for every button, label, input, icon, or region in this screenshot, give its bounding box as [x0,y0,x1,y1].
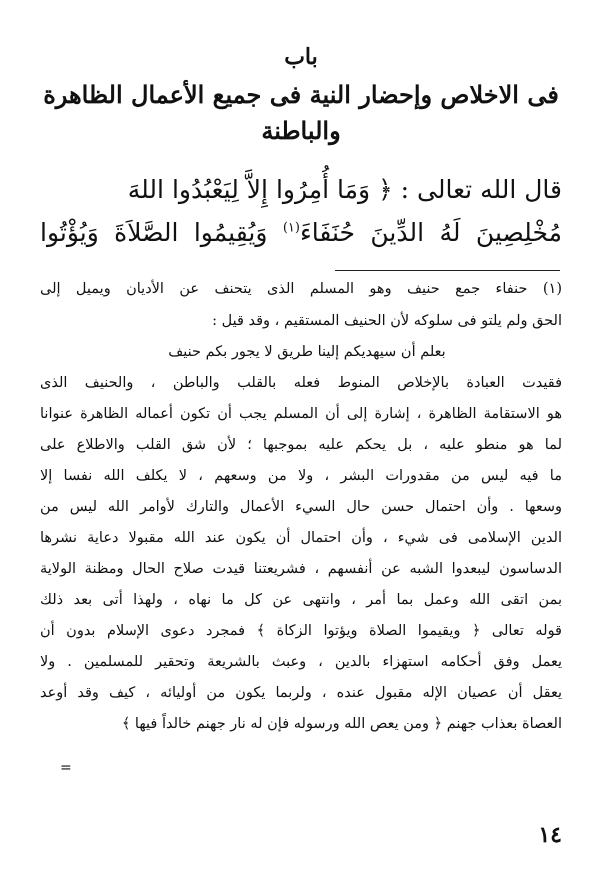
page-number: ١٤ [538,822,562,848]
footnote-line: لما هو منطو عليه ، بل يحكم عليه بموجبها ؛ لأن شق القلب والاطلاع على [40,437,562,453]
footnote-line: فقيدت العبادة بالإخلاص المنوط فعله بالقلب والباطن ، والحنيف الذى [40,375,562,391]
footnote-line: بمن اتقى الله وعمل بما أمر ، وانتهى عن كل ما نهاه ، ولهذا أتى بعد ذلك [40,592,562,608]
footnote-line: يعقل أن عصيان الإله مقبول عنده ، ولربما يكون من أوليائه ، كيف وقد أوعد [40,685,562,701]
footnote-line: الدساسون ليبعدوا الشبه عن أنفسهم ، فشريعتنا قيدت صلاح الحال ومظنة الولاية [40,561,562,577]
chapter-label: باب [284,44,318,70]
quran-verse-line-2 [40,218,562,248]
footnote-line: قوله تعالى ﴿ ويقيموا الصلاة ويؤتوا الزكاة ﴾ فمجرد دعوى الإسلام بدون أن [40,623,562,639]
verse-text-b: وَيُقِيمُوا الصَّلاَةَ وَيُؤْتُوا [40,218,283,247]
footnote-line: هو الاستقامة الظاهرة ، إشارة إلى أن المسلم يجب أن تكون أعماله الظاهرة عنوانا [40,406,562,422]
footnote-line: الدين الإسلامى فى شيء ، وأن احتمال أن يكون عند الله مقبولا دعاية نشرها [40,530,562,546]
footnote-reference: (١) [282,220,300,236]
footnote-line: الحق ولم يلتو فى سلوكه لأن الحنيف المستقيم ، وقد قيل : [212,313,562,329]
footnote-poetry-line: بعلم أن سيهديكم إلينا طريق لا يجور بكم حنيف [168,344,446,360]
quran-verse-line-1: قال الله تعالى : ﴿ وَمَا أُمِرُوا إِلاَّ لِيَعْبُدُوا اللهَ [127,175,562,204]
footnote-line: يعمل وفق أحكامه استهزاء بالدين ، وعبث بالشريعة وتحقير للمسلمين . ولا [40,654,562,670]
chapter-title-line-1: فى الاخلاص وإحضار النية فى جميع الأعمال الظاهرة [43,80,559,109]
continuation-mark: = [60,760,72,776]
footnote-line: وسعها . وأن احتمال حسن حال السيء الأعمال والتارك لأوامر الله ليس من [40,499,562,515]
footnote-line: (١) حنفاء جمع حنيف وهو المسلم الذى يتحنف عن الأديان ويميل إلى [40,281,562,297]
footnote-line: ما فيه ليس من مقدورات البشر ، ولا من وسعهم ، لا يكلف الله نفسا إلا [40,468,562,484]
footnote-line: العصاة بعذاب جهنم ﴿ ومن يعص الله ورسوله فإن له نار جهنم خالداً فيها ﴾ [121,716,562,732]
chapter-title-line-2: والباطنة [261,116,341,145]
footnote-separator [335,270,560,271]
verse-text-a: مُخْلِصِينَ لَهُ الدِّينَ حُنَفَاءَ [299,218,562,247]
